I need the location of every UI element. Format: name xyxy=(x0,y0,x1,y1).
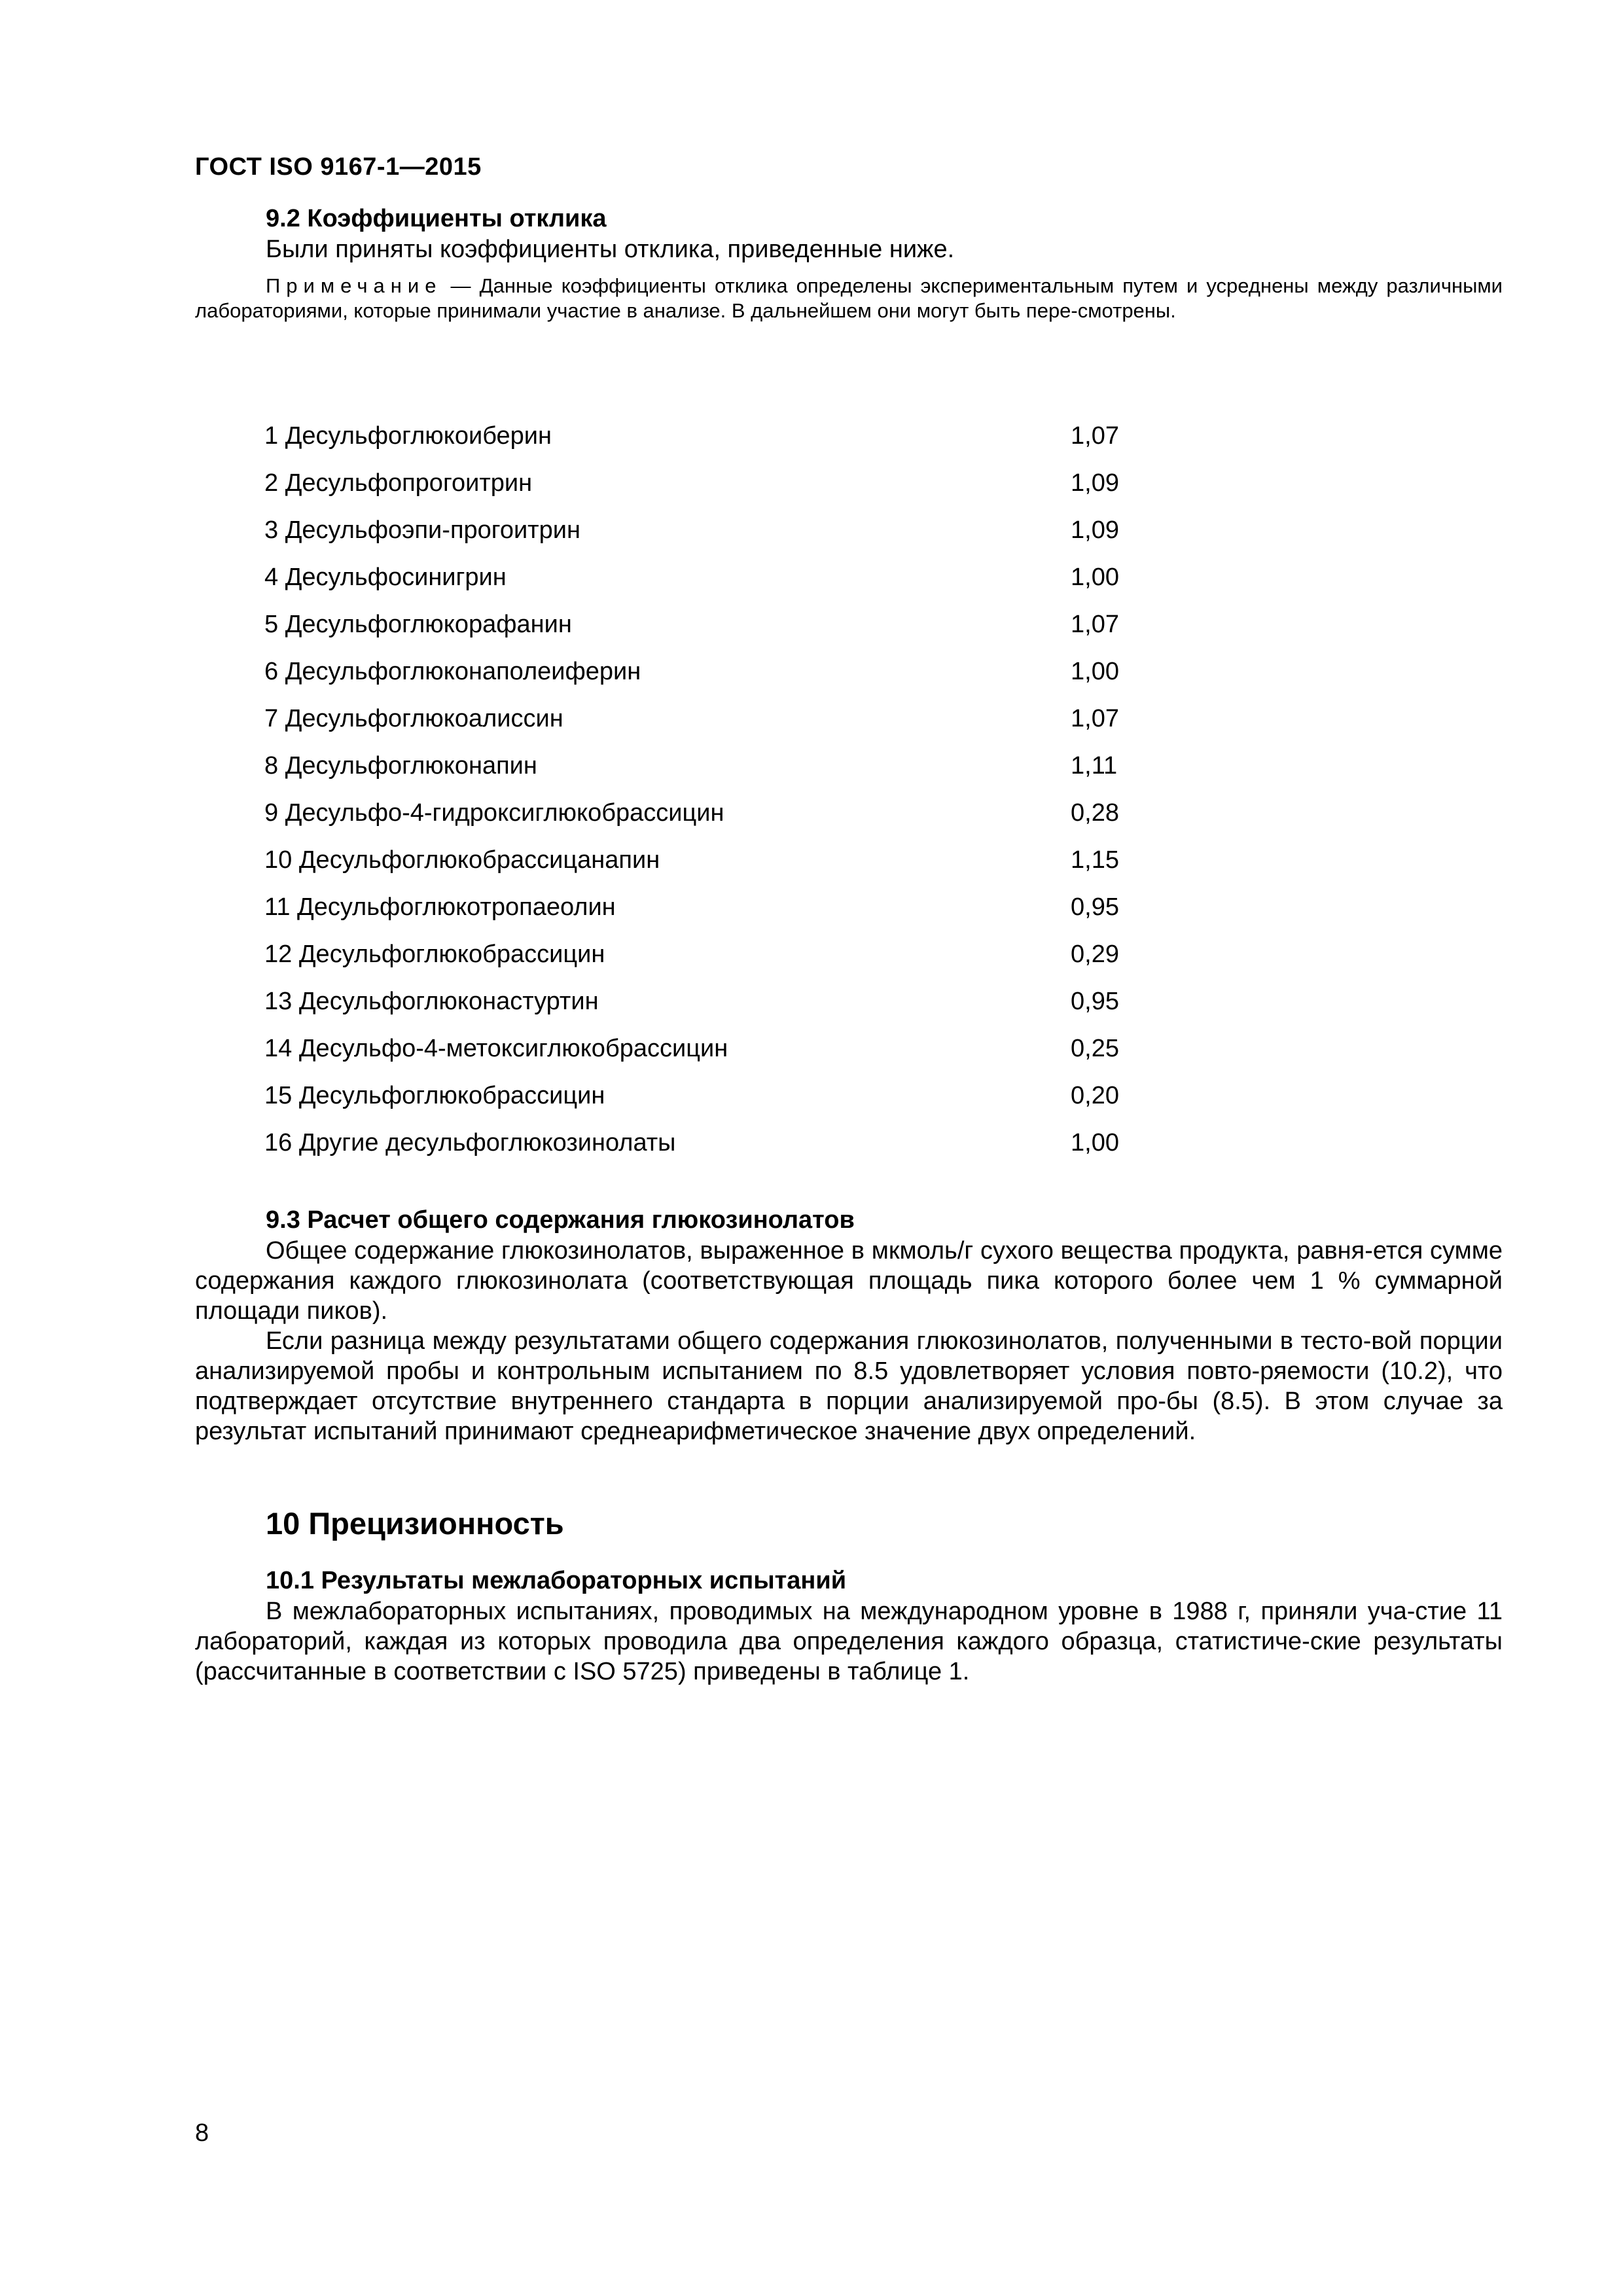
coefficient-name: 13 Десульфоглюконастуртин xyxy=(264,987,599,1015)
section-9-2 xyxy=(195,203,1503,323)
coefficient-row xyxy=(264,931,1128,978)
section-9-3-title: 9.3 Расчет общего содержания глюкозинолатов xyxy=(266,1206,855,1234)
coefficient-name: 10 Десульфоглюкобрассицанапин xyxy=(264,846,660,874)
coefficient-value: 0,28 xyxy=(1071,798,1119,827)
coefficient-row xyxy=(264,601,1128,648)
coefficient-row xyxy=(264,554,1128,601)
coefficient-row xyxy=(264,1025,1128,1072)
coefficient-value: 0,95 xyxy=(1071,987,1119,1015)
coefficient-value: 1,09 xyxy=(1071,516,1119,544)
section-10-1-paragraph: В межлабораторных испытаниях, проводимых на международном уровне в 1988 г, приняли уча-стие 11 лабораторий, каждая из которых проводила два определения каждого образца, статистиче-ские результаты (рассчитанные в соответствии с ISO 5725) приведены в таблице 1. xyxy=(195,1598,1503,1685)
coefficient-value: 1,15 xyxy=(1071,846,1119,874)
section-10-1-title: 10.1 Результаты межлабораторных испытаний xyxy=(266,1567,847,1594)
note-text: — Данные коэффициенты отклика определены экспериментальным путем и усреднены между различными лабораториями, которые принимали участие в анализе. В дальнейшем они могут быть пере-смотрены. xyxy=(195,274,1503,322)
coefficient-name: 8 Десульфоглюконапин xyxy=(264,751,537,780)
coefficient-name: 3 Десульфоэпи-прогоитрин xyxy=(264,516,580,544)
section-9-2-text: Были приняты коэффициенты отклика, приведенные ниже. xyxy=(266,236,955,263)
coefficient-row xyxy=(264,978,1128,1025)
page-number: 8 xyxy=(195,2119,209,2147)
coefficient-list xyxy=(264,412,1128,1166)
coefficient-row xyxy=(264,459,1128,507)
coefficient-value: 1,00 xyxy=(1071,657,1119,685)
coefficient-row xyxy=(264,1119,1128,1166)
section-9-2-title: 9.2 Коэффициенты отклика xyxy=(266,205,607,232)
coefficient-value: 1,09 xyxy=(1071,469,1119,497)
coefficient-name: 15 Десульфоглюкобрассицин xyxy=(264,1081,605,1109)
coefficient-name: 1 Десульфоглюкоиберин xyxy=(264,422,552,450)
coefficient-name: 9 Десульфо-4-гидроксиглюкобрассицин xyxy=(264,798,724,827)
coefficient-name: 7 Десульфоглюкоалиссин xyxy=(264,704,563,732)
coefficient-value: 1,07 xyxy=(1071,422,1119,450)
coefficient-value: 0,95 xyxy=(1071,893,1119,921)
coefficient-value: 1,11 xyxy=(1071,751,1118,780)
coefficient-name: 2 Десульфопрогоитрин xyxy=(264,469,533,497)
coefficient-name: 12 Десульфоглюкобрассицин xyxy=(264,940,605,968)
coefficient-row xyxy=(264,412,1128,459)
coefficient-row xyxy=(264,742,1128,789)
coefficient-value: 1,00 xyxy=(1071,1128,1119,1157)
document-code: ГОСТ ISO 9167-1—2015 xyxy=(195,153,482,181)
coefficient-name: 14 Десульфо-4-метоксиглюкобрассицин xyxy=(264,1034,728,1062)
coefficient-value: 0,25 xyxy=(1071,1034,1119,1062)
coefficient-row xyxy=(264,648,1128,695)
section-9-2-note xyxy=(195,274,1503,323)
coefficient-name: 4 Десульфосинигрин xyxy=(264,563,507,591)
note-label: Примечание xyxy=(266,274,442,297)
coefficient-name: 16 Другие десульфоглюкозинолаты xyxy=(264,1128,676,1157)
coefficient-value: 0,29 xyxy=(1071,940,1119,968)
section-10 xyxy=(195,1505,1503,1687)
coefficient-name: 5 Десульфоглюкорафанин xyxy=(264,610,572,638)
section-10-title: 10 Прецизионность xyxy=(266,1506,564,1541)
coefficient-row xyxy=(264,836,1128,884)
section-9-3-paragraph-2: Если разница между результатами общего содержания глюкозинолатов, полученными в тесто-вой порции анализируемой пробы и контрольным испытанием по 8.5 удовлетворяет условия повто-ряемости (10.2), что подтверждает отсутствие внутреннего стандарта в порции анализируемой про-бы (8.5). В этом случае за результат испытаний принимают среднеарифметическое значение двух определений. xyxy=(195,1327,1503,1445)
section-9-3 xyxy=(195,1204,1503,1446)
coefficient-value: 1,07 xyxy=(1071,704,1119,732)
coefficient-row xyxy=(264,1072,1128,1119)
coefficient-value: 0,20 xyxy=(1071,1081,1119,1109)
section-9-3-paragraph-1: Общее содержание глюкозинолатов, выраженное в мкмоль/г сухого вещества продукта, равня-ется сумме содержания каждого глюкозинолата (соответствующая площадь пика которого более чем 1 % суммарной площади пиков). xyxy=(195,1237,1503,1325)
coefficient-name: 6 Десульфоглюконаполеиферин xyxy=(264,657,641,685)
coefficient-row xyxy=(264,789,1128,836)
coefficient-row xyxy=(264,695,1128,742)
coefficient-value: 1,07 xyxy=(1071,610,1119,638)
coefficient-value: 1,00 xyxy=(1071,563,1119,591)
coefficient-row xyxy=(264,507,1128,554)
coefficient-name: 11 Десульфоглюкотропаеолин xyxy=(264,893,616,921)
coefficient-row xyxy=(264,884,1128,931)
